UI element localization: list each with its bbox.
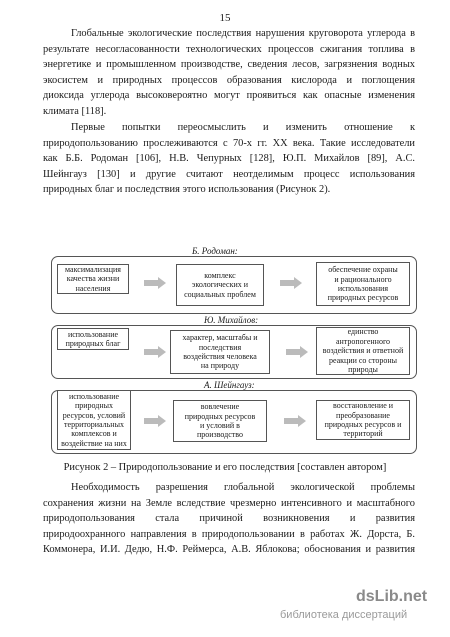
watermark-site: dsLib.net bbox=[356, 588, 428, 605]
diagram-box: максимализация качества жизни населения bbox=[57, 264, 129, 294]
diagram-box: вовлечение природных ресурсов и условий в производство bbox=[173, 400, 267, 442]
arrow-right-icon bbox=[144, 277, 166, 289]
text-line: климата [118]. bbox=[43, 105, 107, 117]
text-line: результате несогласованности технологических процессов сжигания топлива в bbox=[43, 43, 415, 55]
text-line: Шейнгауз [130] и другие считают неотделимым процесс использования bbox=[43, 168, 415, 180]
paragraph-1 bbox=[43, 26, 415, 120]
text-line: природопользованию прослеживаются с 70-х гг. XX века. Такие исследователи bbox=[43, 137, 415, 149]
arrow-right-icon bbox=[144, 415, 166, 427]
text-line: энергетике и промышленном производстве, сведения лесов, загрязнения водных bbox=[43, 59, 415, 71]
diagram-box: единство антропогенного воздействия и ответной реакции со стороны природы bbox=[316, 327, 410, 375]
section-label: Б. Родоман: bbox=[192, 246, 238, 256]
text-line: Глобальные экологические последствия нарушения круговорота углерода в bbox=[71, 28, 415, 39]
arrow-right-icon bbox=[284, 415, 306, 427]
diagram-box: характер, масштабы и последствия воздействия человека на природу bbox=[170, 330, 270, 374]
text-line: сохранения жизни на Земле вследствие чрезмерно интенсивного и масштабного bbox=[43, 497, 415, 509]
page-number: 15 bbox=[219, 12, 231, 24]
diagram-box: восстановление и преобразование природных ресурсов и территорий bbox=[316, 400, 410, 440]
figure-caption: Рисунок 2 – Природопользование и его последствия [составлен автором] bbox=[63, 462, 387, 473]
paragraph-3 bbox=[43, 480, 415, 558]
text-line: как Б.Б. Родоман [106], Н.В. Чепурных [128], Ю.П. Михайлов [89], А.С. bbox=[43, 153, 415, 165]
text-line: Первые попытки переосмыслить и изменить отношение к bbox=[71, 122, 415, 133]
section-label: Ю. Михайлов: bbox=[204, 315, 259, 325]
diagram-box: комплекс экологических и социальных проблем bbox=[176, 264, 264, 306]
text-line: Необходимость разрешения глобальной экологической проблемы bbox=[71, 482, 415, 493]
paragraph-2 bbox=[43, 120, 415, 198]
diagram-box: использование природных благ bbox=[57, 328, 129, 350]
section-label: А. Шейнгауз: bbox=[204, 380, 255, 390]
text-line: природных благ и последствия этого использования (Рисунок 2). bbox=[43, 184, 331, 196]
watermark-subtitle: библиотека диссертаций bbox=[280, 609, 408, 621]
text-line: природоохранного направления в природопользовании в работах Ж. Дорста, Б. bbox=[43, 528, 415, 540]
text-line: Коммонера, И.И. Дедю, Н.Ф. Реймерса, А.В. Яблокова; обоснования и развития bbox=[43, 544, 415, 556]
arrow-right-icon bbox=[286, 346, 308, 358]
text-line: экосистем и природных процессов образования кислорода и поглощения bbox=[43, 74, 415, 86]
text-line: природопользования стала причиной возникновения и развития bbox=[43, 513, 415, 525]
arrow-right-icon bbox=[144, 346, 166, 358]
text-line: диоксида углерода высоковероятно могут проявиться как опасные изменения bbox=[43, 90, 415, 102]
diagram-box: использование природных ресурсов, условий территориальных комплексов и воздействие на них bbox=[57, 390, 131, 450]
arrow-right-icon bbox=[280, 277, 302, 289]
diagram-box: обеспечение охраны и рационального использования природных ресурсов bbox=[316, 262, 410, 306]
